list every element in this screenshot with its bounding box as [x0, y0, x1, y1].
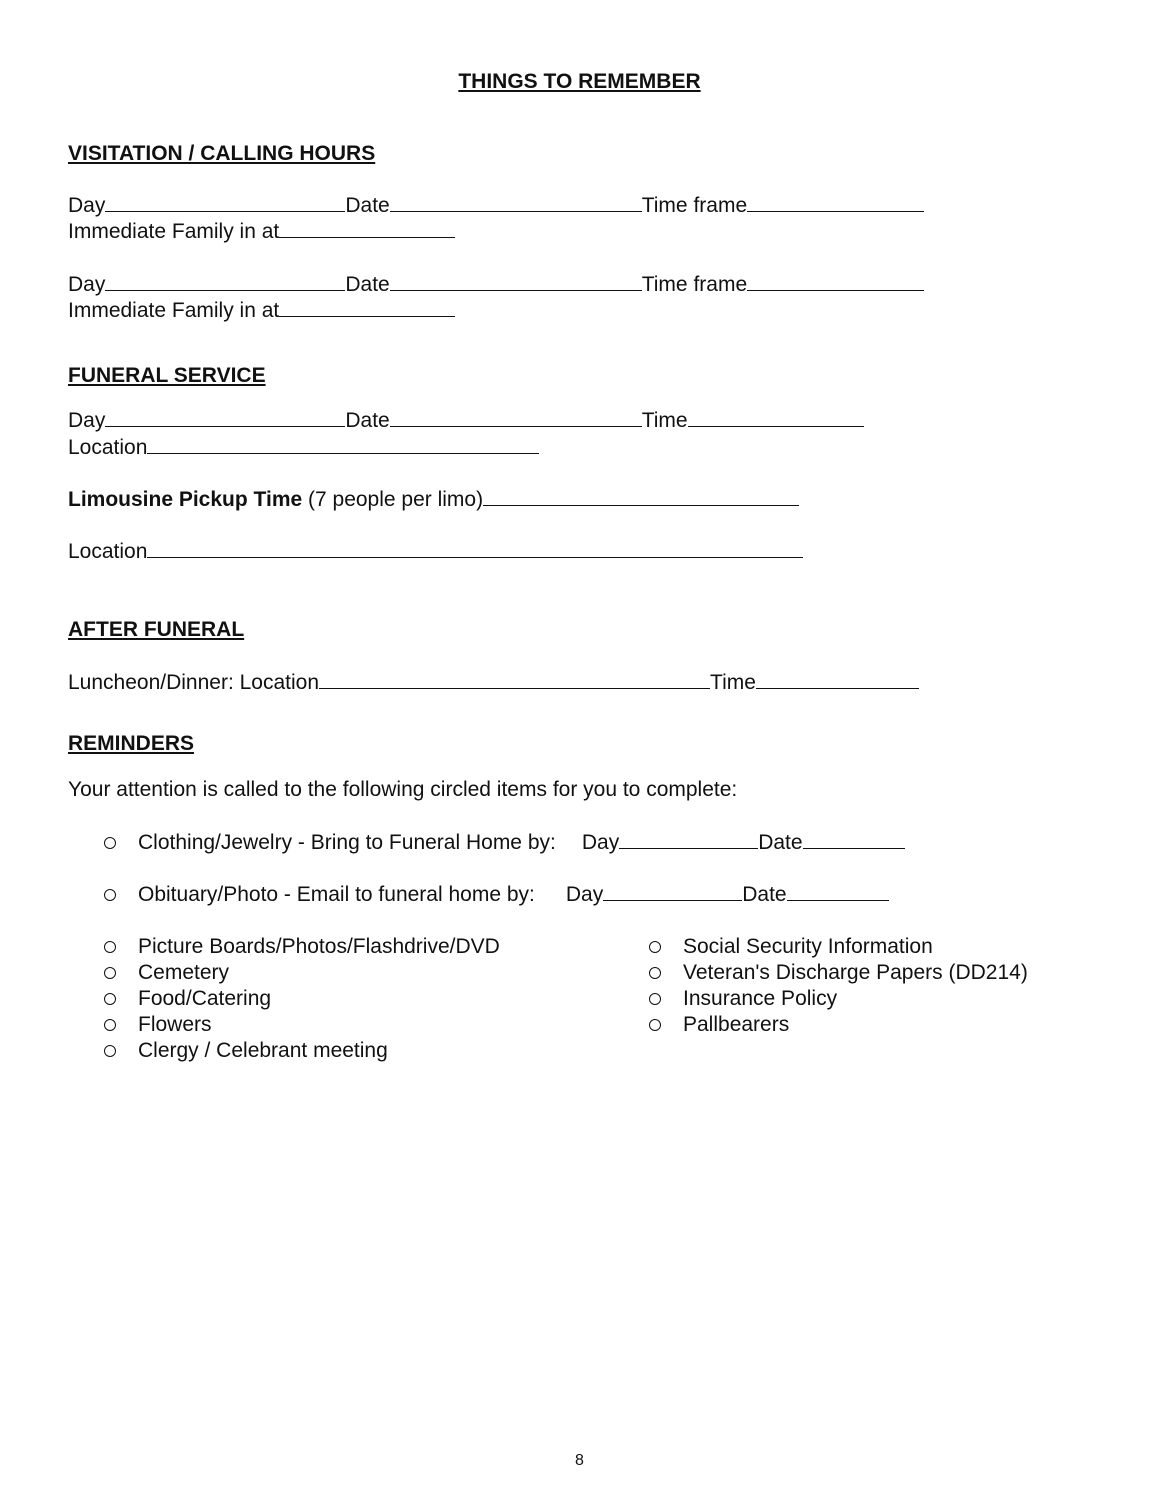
timeframe-field[interactable]: [747, 193, 924, 212]
day-field[interactable]: [105, 408, 345, 427]
list-item: [649, 960, 1028, 986]
limo-time-field[interactable]: [483, 487, 799, 506]
date-field[interactable]: [390, 193, 642, 212]
list-item: [104, 960, 229, 986]
timeframe-field[interactable]: [747, 272, 924, 291]
circle-bullet-icon[interactable]: [104, 1019, 116, 1031]
list-item: [649, 1012, 789, 1038]
limo-location-row: [68, 539, 803, 565]
day-label: Day: [68, 409, 106, 432]
day-label: Day: [68, 273, 106, 296]
time-label: Time: [641, 409, 688, 432]
reminders-intro: Your attention is called to the following circled items for you to complete:: [68, 778, 738, 801]
day-field[interactable]: [603, 882, 742, 901]
circle-bullet-icon[interactable]: [104, 993, 116, 1005]
obituary-item: [104, 882, 889, 908]
date-label: Date: [345, 273, 390, 296]
list-item-label: Cemetery: [138, 961, 230, 984]
family-time-field[interactable]: [279, 219, 455, 238]
day-label: Day: [68, 194, 106, 217]
funeral-location-row: [68, 435, 539, 461]
visitation-heading: VISITATION / CALLING HOURS: [68, 142, 376, 165]
clothing-item: [104, 830, 905, 856]
luncheon-label: Luncheon/Dinner: Location: [68, 671, 320, 694]
list-item-label: Veteran's Discharge Papers (DD214): [683, 961, 1028, 984]
list-item-label: Clergy / Celebrant meeting: [138, 1039, 388, 1062]
limo-note: (7 people per limo): [302, 488, 484, 511]
location-field[interactable]: [147, 435, 539, 454]
list-item: [104, 1038, 388, 1064]
day-field[interactable]: [619, 830, 758, 849]
circle-bullet-icon[interactable]: [104, 941, 116, 953]
date-field[interactable]: [390, 408, 642, 427]
list-item: [649, 986, 837, 1012]
visitation-family-row-1: [68, 219, 455, 245]
list-item: [104, 934, 500, 960]
circle-bullet-icon[interactable]: [649, 993, 661, 1005]
funeral-row: [68, 408, 864, 434]
limo-label: Limousine Pickup Time: [68, 488, 303, 511]
list-item: [104, 1012, 212, 1038]
list-item-label: Food/Catering: [138, 987, 272, 1010]
limo-location-field[interactable]: [147, 539, 803, 558]
date-field[interactable]: [787, 882, 889, 901]
time-field[interactable]: [688, 408, 864, 427]
location-label: Location: [68, 436, 148, 459]
visitation-row-2: [68, 272, 924, 298]
list-item-label: Picture Boards/Photos/Flashdrive/DVD: [138, 935, 500, 958]
circle-bullet-icon[interactable]: [104, 837, 116, 849]
visitation-row-1: [68, 193, 924, 219]
family-time-field[interactable]: [279, 298, 455, 317]
clothing-label: Clothing/Jewelry - Bring to Funeral Home by:: [138, 831, 556, 854]
circle-bullet-icon[interactable]: [649, 941, 661, 953]
list-item-label: Insurance Policy: [683, 987, 838, 1010]
circle-bullet-icon[interactable]: [649, 967, 661, 979]
circle-bullet-icon[interactable]: [104, 967, 116, 979]
circle-bullet-icon[interactable]: [104, 1045, 116, 1057]
list-item-label: Pallbearers: [683, 1013, 790, 1036]
day-field[interactable]: [105, 193, 345, 212]
timeframe-label: Time frame: [641, 194, 748, 217]
luncheon-location-field[interactable]: [319, 670, 710, 689]
reminders-heading: REMINDERS: [68, 732, 195, 755]
circle-bullet-icon[interactable]: [104, 889, 116, 901]
date-field[interactable]: [390, 272, 642, 291]
visitation-family-row-2: [68, 298, 455, 324]
location-label: Location: [68, 540, 148, 563]
timeframe-label: Time frame: [641, 273, 748, 296]
list-item-label: Social Security Information: [683, 935, 933, 958]
day-label: Day: [565, 883, 604, 906]
circle-bullet-icon[interactable]: [649, 1019, 661, 1031]
date-label: Date: [758, 831, 803, 854]
luncheon-row: [68, 670, 919, 696]
date-label: Date: [345, 194, 390, 217]
list-item-label: Flowers: [138, 1013, 212, 1036]
time-label: Time: [710, 671, 756, 694]
page-title: THINGS TO REMEMBER: [458, 70, 701, 93]
funeral-heading: FUNERAL SERVICE: [68, 364, 266, 387]
family-label: Immediate Family in at: [68, 220, 280, 243]
date-label: Date: [345, 409, 390, 432]
date-label: Date: [742, 883, 787, 906]
after-funeral-heading: AFTER FUNERAL: [68, 618, 245, 641]
family-label: Immediate Family in at: [68, 299, 280, 322]
obituary-label: Obituary/Photo - Email to funeral home by:: [138, 883, 535, 906]
luncheon-time-field[interactable]: [756, 670, 919, 689]
list-item: [649, 934, 933, 960]
date-field[interactable]: [803, 830, 905, 849]
list-item: [104, 986, 271, 1012]
page-number: 8: [575, 1452, 584, 1469]
day-field[interactable]: [105, 272, 345, 291]
limo-row: [68, 487, 799, 513]
day-label: Day: [581, 831, 620, 854]
